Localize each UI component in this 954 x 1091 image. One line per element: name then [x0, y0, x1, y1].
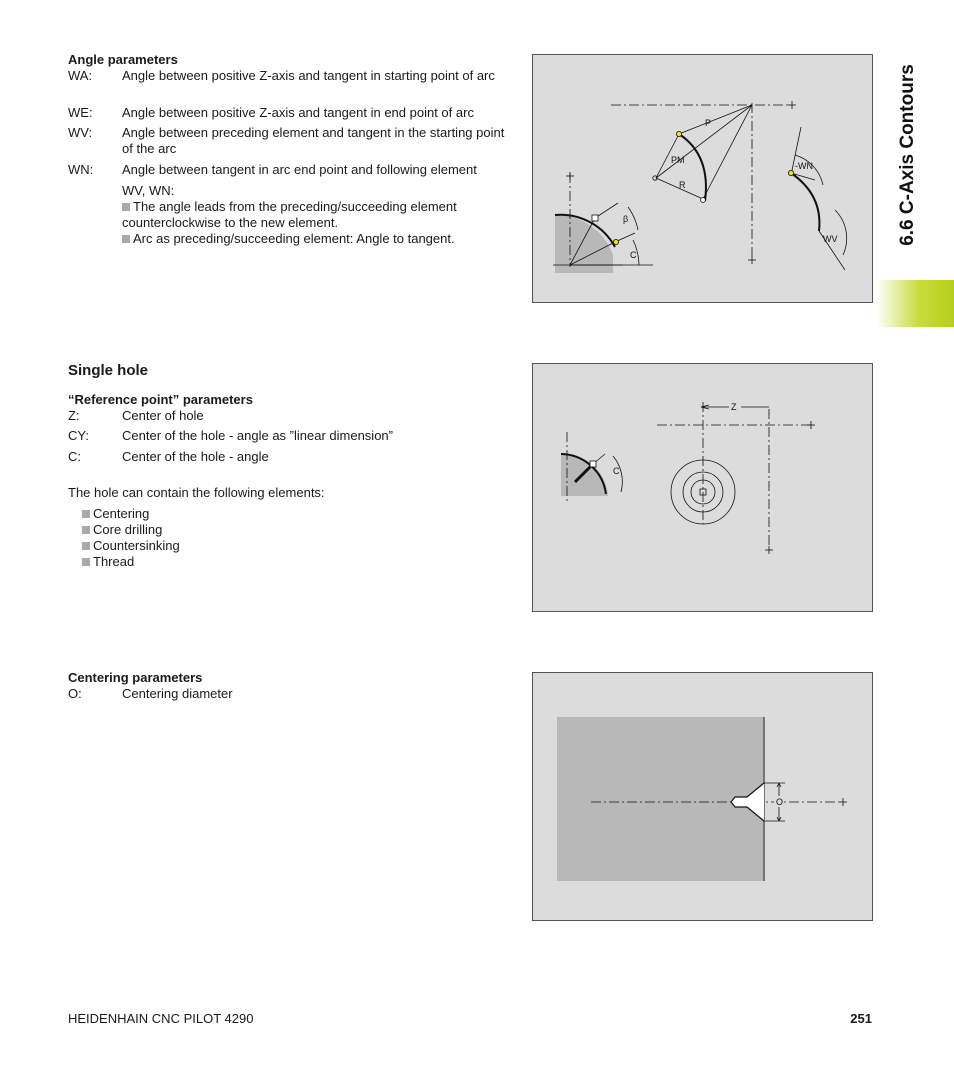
label-p: P — [705, 118, 712, 128]
bullet-icon — [82, 542, 90, 550]
note-item: The angle leads from the preceding/succeeding element counterclockwise to the new element. — [122, 199, 457, 230]
centering-parameters-heading: Centering parameters — [68, 670, 203, 685]
list-item: Thread — [82, 554, 134, 570]
single-hole-figure — [532, 363, 873, 612]
param-desc: Angle between preceding element and tangent in the starting point of the arc — [122, 125, 505, 156]
param-desc: Center of hole — [122, 408, 204, 423]
label-r: R — [679, 180, 686, 190]
arc-angle-figure — [532, 54, 873, 303]
label-wn: -WN — [795, 161, 813, 171]
param-term: WE: — [68, 105, 93, 120]
list-item: Core drilling — [82, 522, 162, 538]
label-z: Z — [731, 402, 737, 412]
label-c: C — [613, 466, 620, 476]
label-beta: β — [623, 214, 629, 224]
hole-elements-intro: The hole can contain the following elements: — [68, 485, 325, 500]
param-desc: Angle between tangent in arc end point and following element — [122, 162, 477, 177]
list-item: Countersinking — [82, 538, 180, 554]
chapter-tab-marker — [876, 280, 954, 327]
bullet-icon — [122, 203, 130, 211]
param-desc: Angle between positive Z-axis and tangent in end point of arc — [122, 105, 474, 120]
list-item: Centering — [82, 506, 149, 522]
label-o: O — [776, 797, 784, 807]
note-item: Arc as preceding/succeeding element: Angle to tangent. — [122, 231, 514, 247]
footer-manual-title: HEIDENHAIN CNC PILOT 4290 — [68, 1011, 254, 1026]
param-term: WA: — [68, 68, 93, 83]
single-hole-heading: Single hole — [68, 362, 149, 379]
param-desc: Angle between positive Z-axis and tangent in starting point of arc — [122, 68, 495, 83]
bullet-icon — [122, 235, 130, 243]
page-number: 251 — [850, 1011, 872, 1026]
param-term: C: — [68, 449, 81, 464]
centering-figure — [532, 672, 873, 921]
param-term: Z: — [68, 408, 80, 423]
bullet-icon — [82, 558, 90, 566]
param-term: WV: — [68, 125, 93, 140]
label-c: C — [630, 250, 637, 260]
bullet-icon — [82, 526, 90, 534]
param-desc: Center of the hole - angle as ”linear dimension” — [122, 428, 393, 443]
param-term: WN: — [68, 162, 94, 177]
label-pm: PM — [671, 155, 685, 165]
param-term: CY: — [68, 428, 89, 443]
chapter-title: 6.6 C-Axis Contours — [897, 64, 918, 246]
reference-point-heading: “Reference point” parameters — [68, 392, 253, 407]
note-label: WV, WN: — [122, 183, 175, 198]
param-term: O: — [68, 686, 82, 701]
label-wv: WV — [823, 234, 838, 244]
param-desc: Centering diameter — [122, 686, 233, 701]
angle-parameters-heading: Angle parameters — [68, 52, 178, 67]
param-desc: Center of the hole - angle — [122, 449, 269, 464]
bullet-icon — [82, 510, 90, 518]
